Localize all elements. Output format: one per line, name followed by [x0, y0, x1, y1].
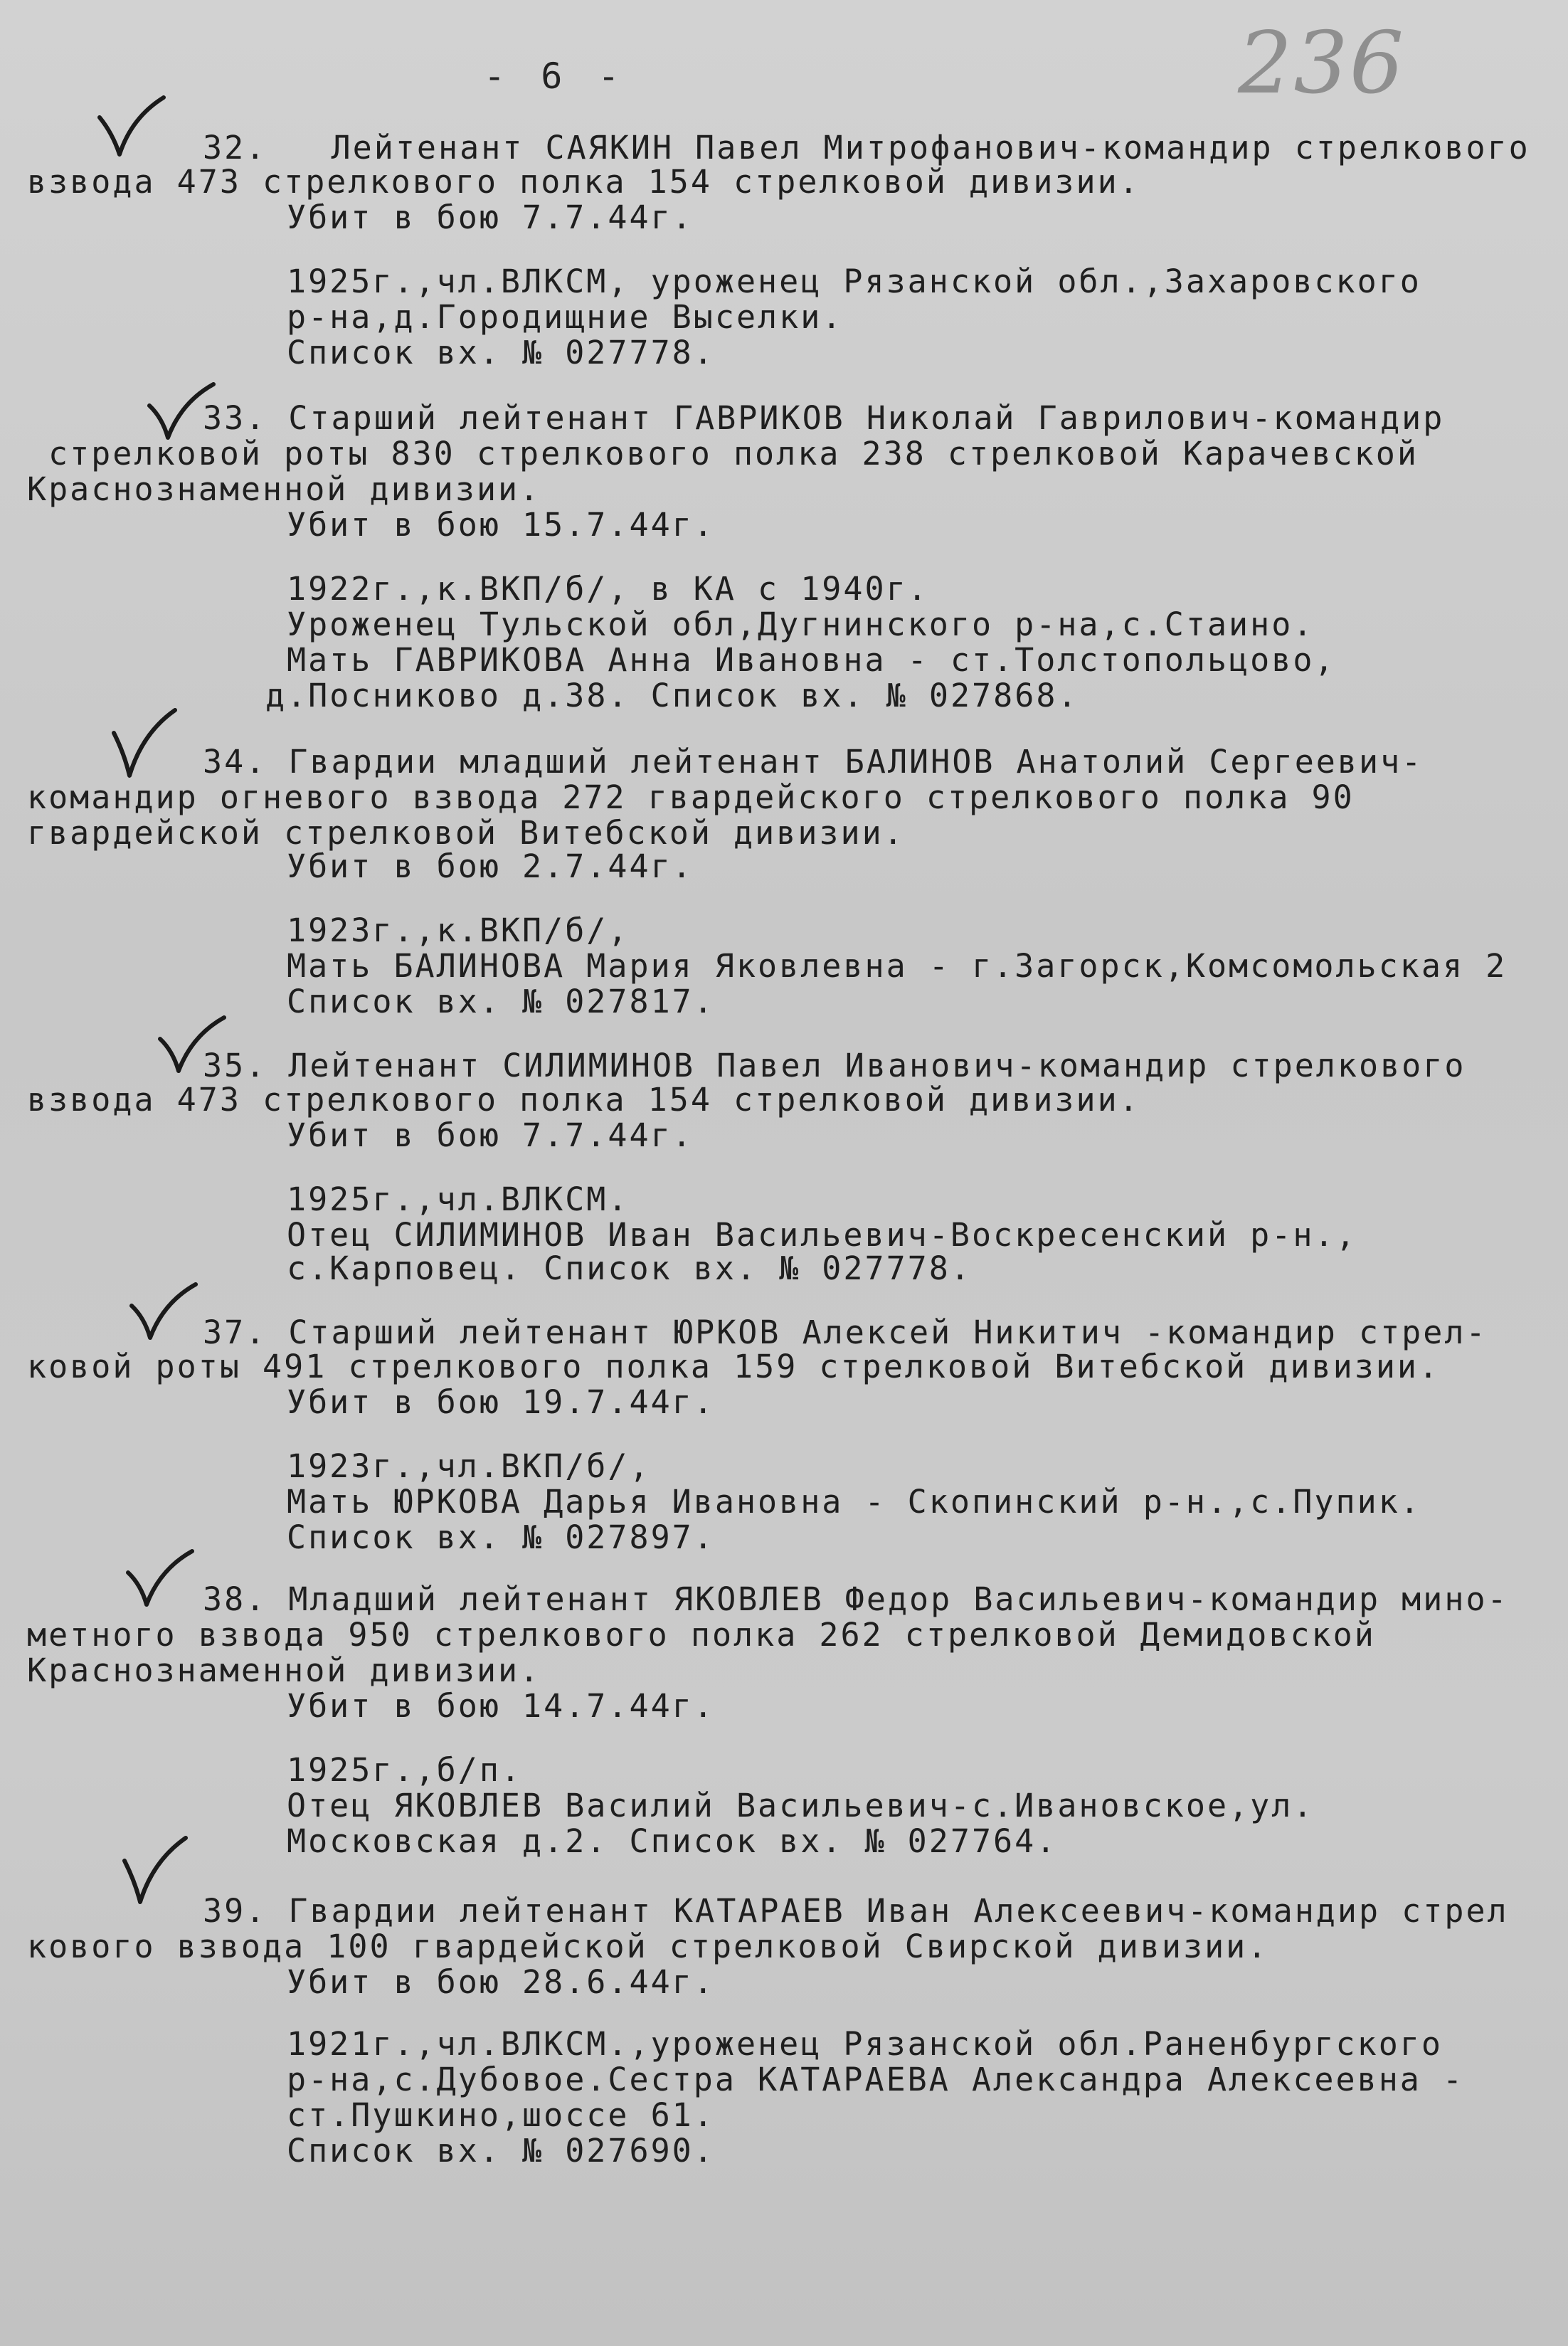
- entry-line: 1922г.,к.ВКП/б/, в КА с 1940г.: [287, 570, 929, 608]
- entry-line: 35. Лейтенант СИЛИМИНОВ Павел Иванович-командир стрелкового: [203, 1047, 1466, 1084]
- entry-line: Мать БАЛИНОВА Мария Яковлевна - г.Загорск,Комсомольская 2: [287, 947, 1508, 985]
- entry-line: 1921г.,чл.ВЛКСМ.,уроженец Рязанской обл.Раненбургского: [287, 2025, 1443, 2063]
- checkmark-icon: [121, 1541, 199, 1619]
- checkmark-icon: [125, 1274, 203, 1352]
- entry-line: 1923г.,чл.ВКП/б/,: [287, 1447, 651, 1485]
- page-number: - 6 -: [484, 56, 627, 97]
- entry-line: р-на,с.Дубовое.Сестра КАТАРАЕВА Александра Алексеевна -: [287, 2061, 1465, 2098]
- entry-line: Убит в бою 2.7.44г.: [287, 847, 694, 885]
- entry-line: ковой роты 491 стрелкового полка 159 стрелковой Витебской дивизии.: [27, 1348, 1441, 1385]
- entry-line: взвода 473 стрелкового полка 154 стрелковой дивизии.: [27, 163, 1140, 201]
- entry-line: Убит в бою 7.7.44г.: [287, 199, 694, 236]
- entry-line: Список вх. № 027817.: [287, 983, 715, 1020]
- entry-line: 1923г.,к.ВКП/б/,: [287, 912, 630, 949]
- entry-line: Отец ЯКОВЛЕВ Василий Васильевич-с.Ивановское,ул.: [287, 1787, 1315, 1824]
- archive-page-number: 236: [1238, 14, 1406, 113]
- entry-line: Убит в бою 7.7.44г.: [287, 1116, 694, 1154]
- entry-line: Мать ЮРКОВА Дарья Ивановна - Скопинский р-н.,с.Пупик.: [287, 1483, 1421, 1521]
- entry-line: Список вх. № 027897.: [287, 1518, 715, 1556]
- entry-line: Мать ГАВРИКОВА Анна Ивановна - ст.Толстопольцово,: [287, 641, 1336, 679]
- entry-line: Убит в бою 28.6.44г.: [287, 1963, 715, 2001]
- entry-line: Московская д.2. Список вх. № 027764.: [287, 1822, 1058, 1860]
- checkmark-icon: [92, 89, 171, 167]
- entry-line: Краснознаменной дивизии.: [27, 1652, 541, 1689]
- entry-line: гвардейской стрелковой Витебской дивизии.: [27, 814, 905, 852]
- entry-line: Уроженец Тульской обл,Дугнинского р-на,с.Стаино.: [287, 606, 1315, 643]
- entry-line: Отец СИЛИМИНОВ Иван Васильевич-Воскресенский р-н.,: [287, 1216, 1357, 1254]
- entry-line: 39. Гвардии лейтенант КАТАРАЕВ Иван Алексеевич-командир стрел: [203, 1892, 1509, 1930]
- entry-line: командир огневого взвода 272 гвардейского стрелкового полка 90: [27, 778, 1355, 816]
- entry-line: 34. Гвардии младший лейтенант БАЛИНОВ Анатолий Сергеевич-: [203, 743, 1424, 781]
- checkmark-icon: [117, 1832, 196, 1911]
- entry-line: взвода 473 стрелкового полка 154 стрелковой дивизии.: [27, 1081, 1140, 1119]
- entry-line: 1925г.,чл.ВЛКСМ, уроженец Рязанской обл.,Захаровского: [287, 263, 1421, 300]
- entry-line: кового взвода 100 гвардейской стрелковой Свирской дивизии.: [27, 1928, 1269, 1965]
- entry-line: 32. Лейтенант САЯКИН Павел Митрофанович-командир стрелкового: [203, 129, 1530, 167]
- entry-line: Убит в бою 14.7.44г.: [287, 1687, 715, 1725]
- entry-line: Список вх. № 027778.: [287, 334, 715, 371]
- entry-line: Убит в бою 15.7.44г.: [287, 506, 715, 544]
- entry-line: Убит в бою 19.7.44г.: [287, 1383, 715, 1421]
- entry-line: 1925г.,чл.ВЛКСМ.: [287, 1180, 630, 1218]
- entry-line: 38. Младший лейтенант ЯКОВЛЕВ Федор Васильевич-командир мино-: [203, 1580, 1509, 1618]
- entry-line: с.Карповец. Список вх. № 027778.: [287, 1249, 972, 1287]
- entry-line: стрелковой роты 830 стрелкового полка 238 стрелковой Карачевской: [48, 435, 1419, 472]
- entry-line: Краснознаменной дивизии.: [27, 470, 541, 508]
- entry-line: 33. Старший лейтенант ГАВРИКОВ Николай Гаврилович-командир: [203, 399, 1445, 437]
- entry-line: ст.Пушкино,шоссе 61.: [287, 2096, 715, 2134]
- entry-line: метного взвода 950 стрелкового полка 262 стрелковой Демидовской: [27, 1616, 1376, 1654]
- entry-line: 37. Старший лейтенант ЮРКОВ Алексей Никитич -командир стрел-: [203, 1314, 1488, 1351]
- checkmark-icon: [107, 704, 185, 783]
- entry-line: д.Посниково д.38. Список вх. № 027868.: [265, 677, 1079, 714]
- entry-line: 1925г.,б/п.: [287, 1751, 523, 1789]
- entry-line: Список вх. № 027690.: [287, 2132, 715, 2170]
- entry-line: р-на,д.Городищние Выселки.: [287, 298, 844, 336]
